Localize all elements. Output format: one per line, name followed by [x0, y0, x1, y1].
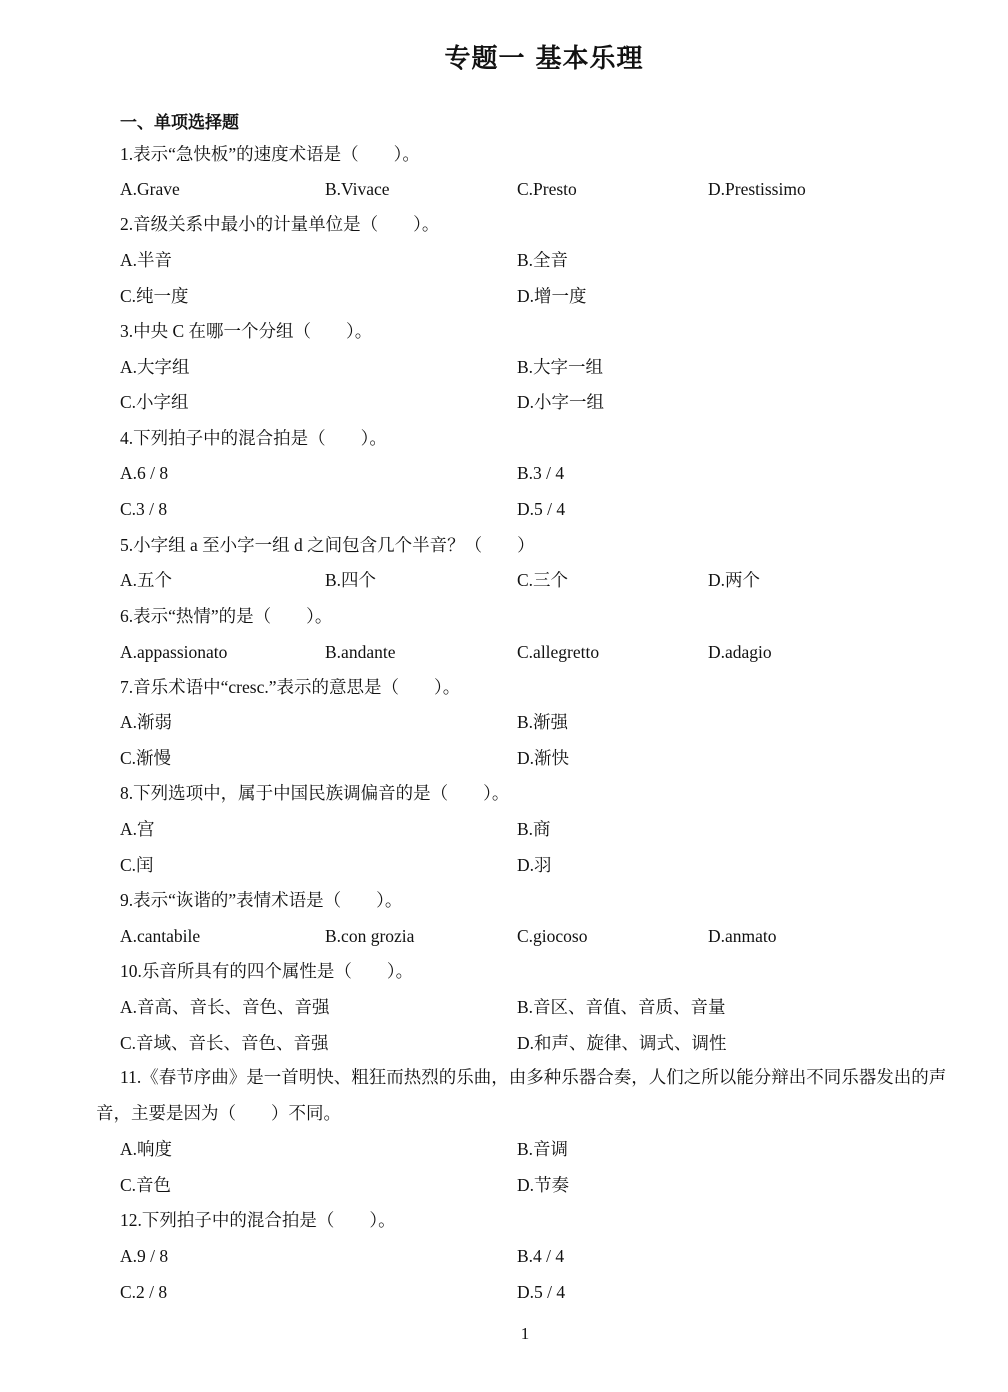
section-heading: 一、单项选择题 [120, 113, 239, 133]
options-row [120, 922, 1000, 950]
options-row [120, 459, 1000, 487]
option-b: B.andante [325, 642, 396, 662]
question-4: 4.下列拍子中的混合拍是（ ）。 [120, 428, 387, 448]
question-3: 3.中央 C 在哪一个分组（ ）。 [120, 321, 373, 341]
page-title: 专题一 基本乐理 [444, 44, 644, 74]
option-a: A.五个 [120, 570, 173, 590]
options-row [120, 1242, 1000, 1270]
option-a: A.cantabile [120, 926, 201, 946]
options-row [120, 246, 1000, 274]
question-1: 1.表示“急快板”的速度术语是（ ）。 [120, 144, 420, 164]
options-row [120, 993, 1000, 1021]
option-c: C.allegretto [517, 642, 600, 662]
options-row [120, 353, 1000, 381]
option-b: B.con grozia [325, 926, 415, 946]
options-row [120, 1171, 1000, 1199]
option-c: C.2 / 8 [120, 1282, 168, 1302]
options-row [120, 1135, 1000, 1163]
question-10: 10.乐音所具有的四个属性是（ ）。 [120, 961, 414, 981]
option-d: D.adagio [708, 642, 772, 662]
options-row [120, 1278, 1000, 1306]
question-6: 6.表示“热情”的是（ ）。 [120, 606, 333, 626]
option-b: B.商 [517, 819, 551, 839]
question-9: 9.表示“诙谐的”表情术语是（ ）。 [120, 890, 403, 910]
option-a: A.appassionato [120, 642, 228, 662]
option-d: D.5 / 4 [517, 1282, 566, 1302]
option-d: D.anmato [708, 926, 777, 946]
option-a: A.宫 [120, 819, 155, 839]
option-b: B.音调 [517, 1139, 569, 1159]
option-a: A.大字组 [120, 357, 190, 377]
option-c: C.音域、音长、音色、音强 [120, 1033, 329, 1053]
option-c: C.giocoso [517, 926, 588, 946]
option-a: A.渐弱 [120, 712, 173, 732]
option-d: D.羽 [517, 855, 552, 875]
option-d: D.和声、旋律、调式、调性 [517, 1033, 727, 1053]
options-row [120, 282, 1000, 310]
question-8: 8.下列选项中，属于中国民族调偏音的是（ ）。 [120, 783, 510, 803]
option-d: D.增一度 [517, 286, 587, 306]
option-d: D.Prestissimo [708, 179, 806, 199]
options-row [120, 1029, 1000, 1057]
question-2: 2.音级关系中最小的计量单位是（ ）。 [120, 214, 440, 234]
option-b: B.Vivace [325, 179, 390, 199]
options-row [120, 815, 1000, 843]
options-row [120, 495, 1000, 523]
option-a: A.半音 [120, 250, 173, 270]
options-row [120, 175, 1000, 203]
option-d: D.小字一组 [517, 392, 605, 412]
option-c: C.三个 [517, 570, 569, 590]
option-a: A.Grave [120, 179, 180, 199]
option-d: D.5 / 4 [517, 499, 566, 519]
option-c: C.音色 [120, 1175, 172, 1195]
option-a: A.响度 [120, 1139, 173, 1159]
option-c: C.纯一度 [120, 286, 189, 306]
question-5: 5.小字组 a 至小字一组 d 之间包含几个半音？（ ） [120, 535, 535, 555]
option-c: C.小字组 [120, 392, 189, 412]
options-row [120, 388, 1000, 416]
question-11: 11.《春节序曲》是一首明快、粗狂而热烈的乐曲，由多种乐器合奏，人们之所以能分辩出不同乐器发出的声音，主要是因为（ ）不同。 [96, 1067, 947, 1123]
options-row [120, 851, 1000, 879]
option-a: A.9 / 8 [120, 1246, 169, 1266]
question-7: 7.音乐术语中“cresc.”表示的意思是（ ）。 [120, 677, 461, 697]
question-12: 12.下列拍子中的混合拍是（ ）。 [120, 1210, 396, 1230]
page-number: 1 [520, 1324, 530, 1343]
option-c: C.Presto [517, 179, 577, 199]
option-b: B.四个 [325, 570, 377, 590]
options-row [120, 744, 1000, 772]
option-b: B.3 / 4 [517, 463, 565, 483]
option-c: C.渐慢 [120, 748, 172, 768]
options-row [120, 566, 1000, 594]
option-c: C.闰 [120, 855, 154, 875]
option-c: C.3 / 8 [120, 499, 168, 519]
option-b: B.音区、音值、音质、音量 [517, 997, 726, 1017]
option-a: A.6 / 8 [120, 463, 169, 483]
option-d: D.渐快 [517, 748, 570, 768]
option-a: A.音高、音长、音色、音强 [120, 997, 330, 1017]
options-row [120, 638, 1000, 666]
option-b: B.4 / 4 [517, 1246, 565, 1266]
option-b: B.大字一组 [517, 357, 604, 377]
options-row [120, 708, 1000, 736]
option-b: B.渐强 [517, 712, 569, 732]
option-b: B.全音 [517, 250, 569, 270]
option-d: D.节奏 [517, 1175, 570, 1195]
option-d: D.两个 [708, 570, 761, 590]
